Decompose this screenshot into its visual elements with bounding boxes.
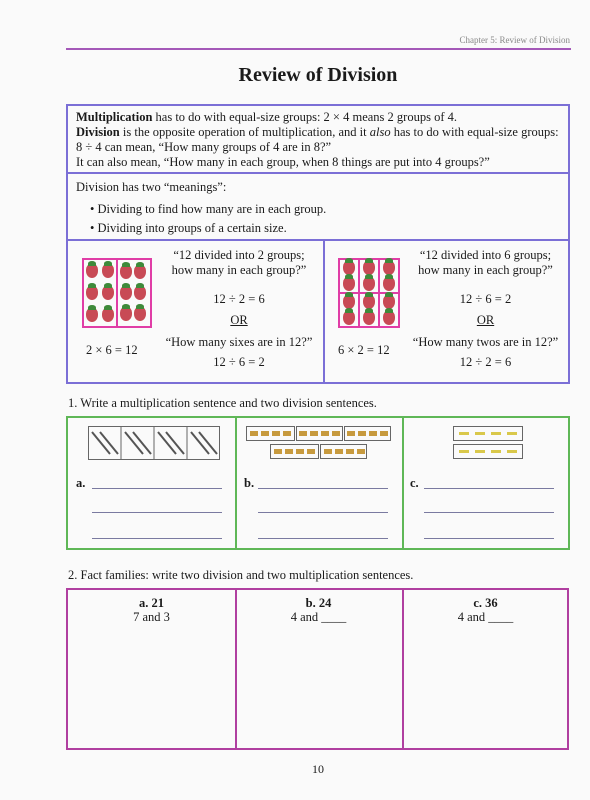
strawberry-icon — [363, 277, 375, 291]
strawberry-icon — [134, 286, 146, 300]
strawberry-icon — [120, 307, 132, 321]
multiplication-definition: Multiplication has to do with equal-size groups: 2 × 4 means 2 groups of 4. — [76, 110, 457, 124]
strawberry-icon — [86, 286, 98, 300]
page-number: 10 — [312, 762, 324, 776]
chapter-header: Chapter 5: Review of Division — [459, 35, 570, 45]
right-or: OR — [476, 313, 495, 327]
answer-line[interactable] — [258, 538, 388, 539]
review-box — [66, 104, 570, 384]
strawberry-icon — [120, 286, 132, 300]
strawberry-icon — [86, 308, 98, 322]
fact-family-a-label: a. 21 — [139, 596, 164, 610]
exercise-1-instruction: 1. Write a multiplication sentence and two division sentences. — [68, 396, 377, 410]
strawberry-icon — [383, 311, 395, 325]
left-multiplication: 2 × 6 = 12 — [86, 343, 138, 357]
meaning-item: • Dividing into groups of a certain size. — [90, 221, 287, 235]
divider — [402, 418, 404, 548]
fact-family-c-sub[interactable]: 4 and ____ — [457, 610, 514, 624]
divider — [68, 172, 568, 174]
left-question-1a: “12 divided into 2 groups; — [173, 248, 305, 262]
fact-family-c-label: c. 36 — [473, 596, 498, 610]
strawberry-icon — [134, 307, 146, 321]
strawberry-groups-2x6 — [82, 258, 152, 328]
strawberry-icon — [86, 264, 98, 278]
exercise-1-box — [66, 416, 570, 550]
fact-family-b-sub[interactable]: 4 and ____ — [290, 610, 347, 624]
left-equation-2: 12 ÷ 6 = 2 — [213, 355, 265, 369]
exercise-1b-label: b. — [244, 476, 255, 490]
strawberry-icon — [102, 308, 114, 322]
exercise-2-box — [66, 588, 569, 750]
right-question-1b: how many in each group?” — [418, 263, 553, 277]
left-question-2: “How many sixes are in 12?” — [165, 335, 313, 349]
divider — [323, 239, 325, 382]
answer-line[interactable] — [258, 488, 388, 489]
right-equation-1: 12 ÷ 6 = 2 — [459, 292, 512, 306]
division-meaning-2: It can also mean, “How many in each group, when 8 things are put into 4 groups?” — [76, 155, 490, 169]
strawberry-icon — [343, 261, 355, 275]
strawberry-icon — [343, 311, 355, 325]
fact-family-a-sub: 7 and 3 — [133, 610, 170, 624]
answer-line[interactable] — [258, 512, 388, 513]
right-multiplication: 6 × 2 = 12 — [338, 343, 390, 357]
strawberry-icon — [120, 265, 132, 279]
strawberry-icon — [383, 261, 395, 275]
crayon-groups-picture — [453, 426, 523, 460]
page-title: Review of Division — [238, 64, 398, 86]
divider — [235, 418, 237, 548]
exercise-1c-label: c. — [410, 476, 419, 490]
exercise-1a-label: a. — [76, 476, 86, 490]
right-equation-2: 12 ÷ 2 = 6 — [459, 355, 512, 369]
strawberry-icon — [383, 295, 395, 309]
strawberry-icon — [343, 277, 355, 291]
strawberry-icon — [102, 286, 114, 300]
meanings-heading: Division has two “meanings”: — [76, 180, 227, 194]
answer-line[interactable] — [92, 488, 222, 489]
pencil-groups-picture — [88, 426, 220, 460]
right-question-2: “How many twos are in 12?” — [412, 335, 559, 349]
divider — [68, 239, 568, 241]
header-rule — [66, 48, 571, 50]
strawberry-icon — [383, 277, 395, 291]
division-definition: Division is the opposite operation of multiplication, and it also has to do with equal-size groups: — [76, 125, 559, 139]
strawberry-icon — [363, 295, 375, 309]
left-question-1b: how many in each group?” — [171, 263, 307, 277]
strawberry-icon — [363, 311, 375, 325]
division-meaning-1: 8 ÷ 4 can mean, “How many groups of 4 are in 8?” — [76, 140, 332, 154]
meaning-item: • Dividing to find how many are in each group. — [90, 202, 327, 216]
left-equation-1: 12 ÷ 2 = 6 — [213, 292, 265, 306]
strawberry-icon — [102, 264, 114, 278]
camel-groups-picture — [246, 426, 392, 460]
answer-line[interactable] — [424, 488, 554, 489]
strawberry-icon — [134, 265, 146, 279]
answer-line[interactable] — [424, 538, 554, 539]
exercise-2-instruction: 2. Fact families: write two division and two multiplication sentences. — [68, 568, 414, 582]
answer-line[interactable] — [92, 538, 222, 539]
fact-family-b-label: b. 24 — [305, 596, 332, 610]
strawberry-icon — [343, 295, 355, 309]
right-question-1a: “12 divided into 6 groups; — [419, 248, 552, 262]
strawberry-icon — [363, 261, 375, 275]
answer-line[interactable] — [424, 512, 554, 513]
left-or: OR — [230, 313, 248, 327]
answer-line[interactable] — [92, 512, 222, 513]
strawberry-groups-6x2 — [338, 258, 400, 328]
